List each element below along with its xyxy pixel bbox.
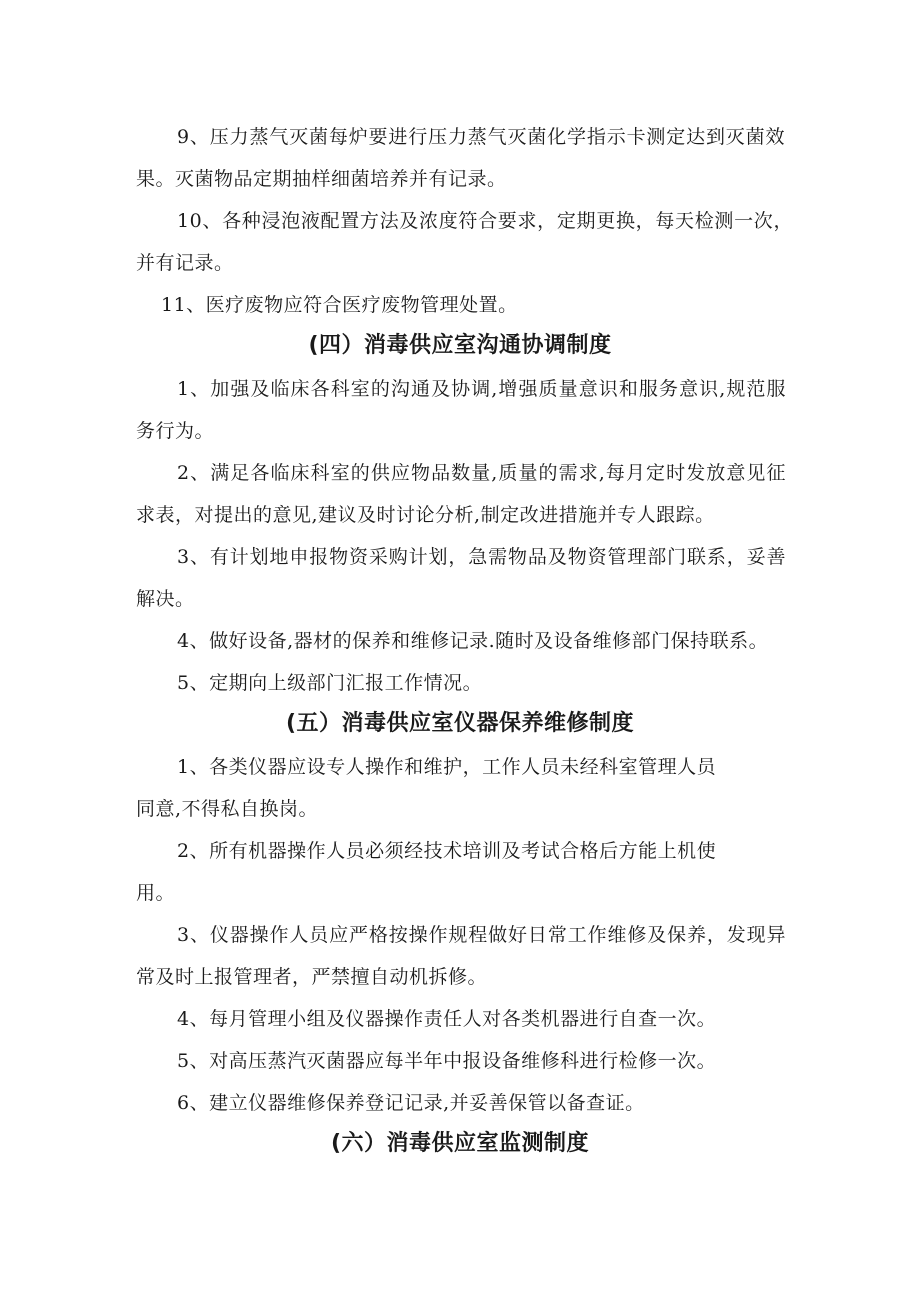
s5-item1-line2: 同意,不得私自换岗。 [136,798,319,820]
s5-item6: 6、建立仪器维修保养登记记录,并妥善保管以备查证。 [177,1092,645,1114]
s4-item3-line1: 3、有计划地申报物资采购计划，急需物品及物资管理部门联系，妥善 [177,546,786,568]
s4-item5: 5、定期向上级部门汇报工作情况。 [177,672,483,694]
s4-item2-line1: 2、满足各临床科室的供应物品数量,质量的需求,每月定时发放意见征 [177,462,786,484]
s4-item3-line2: 解决。 [136,588,195,610]
section4-heading: (四）消毒供应室沟通协调制度 [308,333,612,358]
s3-item10-line1: 10、各种浸泡液配置方法及浓度符合要求，定期更换，每天检测一次， [177,210,793,232]
s4-item1-line1: 1、加强及临床各科室的沟通及协调,增强质量意识和服务意识,规范服 [177,378,786,400]
section5-heading: (五）消毒供应室仪器保养维修制度 [285,711,635,736]
s3-item10-line2: 并有记录。 [136,252,234,274]
s5-item2-line2: 用。 [136,882,176,904]
s5-item1-line1: 1、各类仪器应设专人操作和维护，工作人员未经科室管理人员 [177,756,717,778]
s5-item4: 4、每月管理小组及仪器操作责任人对各类机器进行自查一次。 [177,1008,717,1030]
s4-item2-line2: 求表，对提出的意见,建议及时讨论分析,制定改进措施并专人跟踪。 [136,504,715,526]
section6-heading: (六）消毒供应室监测制度 [330,1131,590,1156]
s4-item1-line2: 务行为。 [136,420,215,442]
s5-item3-line2: 常及时上报管理者，严禁擅自动机拆修。 [136,966,488,988]
s3-item9-line1: 9、压力蒸气灭菌每炉要进行压力蒸气灭菌化学指示卡测定达到灭菌效 [177,126,785,148]
s5-item3-line1: 3、仪器操作人员应严格按操作规程做好日常工作维修及保养，发现异 [177,924,786,946]
s5-item2-line1: 2、所有机器操作人员必须经技术培训及考试合格后方能上机使 [177,840,717,862]
s4-item4: 4、做好设备,器材的保养和维修记录.随时及设备维修部门保持联系。 [177,630,769,652]
s3-item9-line2: 果。灭菌物品定期抽样细菌培养并有记录。 [136,168,507,190]
s5-item5: 5、对高压蒸汽灭菌器应每半年中报设备维修科进行检修一次。 [177,1050,717,1072]
s3-item11: 11、医疗废物应符合医疗废物管理处置。 [161,294,518,316]
